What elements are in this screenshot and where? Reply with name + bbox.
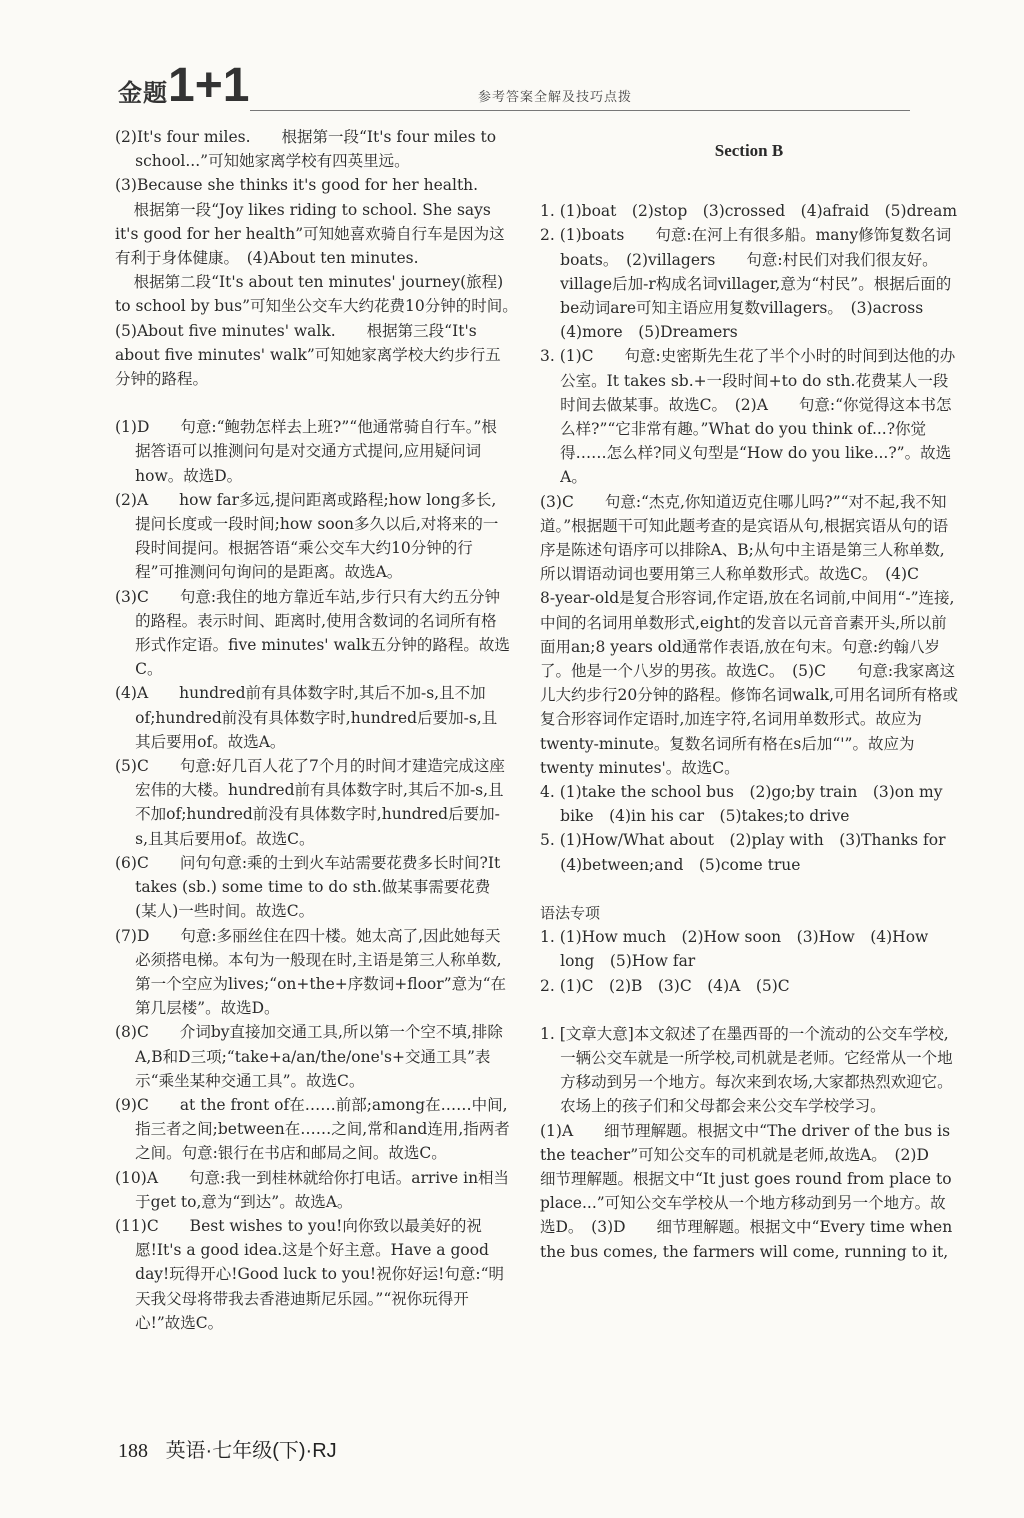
answer-paragraph: (4)A hundred前有具体数字时,其后不加-s,且不加of;hundred前没有具体数字时,hundred后要加-s,且其后要用of。故选A。 bbox=[115, 684, 498, 751]
answer-paragraph: (9)C at the front of在……前部;among在……中间,指三者之间;between在……之间,常和and连用,指两者之间。句意:银行在书店和邮局之间。故选C。 bbox=[115, 1095, 510, 1163]
answer-paragraph: (3)C 句意:我住的地方靠近车站,步行只有大约五分钟的路程。表示时间、距离时,使用含数词的名词所有格形式作定语。five minutes' walk五分钟的路程。故选C。 bbox=[115, 587, 510, 679]
section-label-placeholder bbox=[115, 391, 511, 415]
book-info: 英语·七年级(下)·RJ bbox=[165, 1440, 337, 1462]
section-label-placeholder bbox=[540, 998, 958, 1022]
section-label-placeholder bbox=[540, 175, 958, 199]
logo bbox=[118, 59, 250, 112]
grammar-heading: 语法专项 bbox=[540, 903, 601, 922]
answer-paragraph: (10)A 句意:我一到桂林就给你打电话。arrive in相当于get to,意为“到达”。故选A。 bbox=[115, 1168, 510, 1211]
logo-text: 金题 bbox=[118, 79, 168, 107]
answer-paragraph: (3)Because she thinks it's good for her health. bbox=[115, 176, 479, 195]
page-footer bbox=[118, 1434, 337, 1463]
section-label-placeholder bbox=[540, 877, 958, 901]
answer-paragraph: (7)D 句意:多丽丝住在四十楼。她太高了,因此她每天必须搭电梯。本句为一般现在时,主语是第三人称单数,第一个空应为lives;“on+the+序数词+floor”意为“在第几层楼”。故选D。 bbox=[115, 926, 507, 1018]
section-title: Section B bbox=[714, 141, 784, 160]
header-subtitle: 参考答案全解及技巧点拨 bbox=[478, 90, 633, 105]
answer-paragraph: (6)C 问句句意:乘的士到火车站需要花费多长时间?It takes (sb.) some time to do sth.做某事需要花费(某人)一些时间。故选C。 bbox=[115, 853, 501, 921]
answer-paragraph: 1. (1)How much (2)How soon (3)How (4)How long (5)How far bbox=[540, 928, 929, 971]
answer-paragraph: 1. (1)boat (2)stop (3)crossed (4)afraid (5)dream bbox=[540, 202, 958, 221]
answer-paragraph: (3)C 句意:“杰克,你知道迈克住哪儿吗?”“对不起,我不知道。”根据题干可知此题考查的是宾语从句,根据宾语从句的语序是陈述句语序可以排除A、B;从句中主语是第三人称单数,所以谓语动词也要用第三人称单数形式。故选C。 (4)C 8-year-old是复合形容词,作定语,放在名词前,中间用“-”连接,中间的名词用单数形式,eight的发音以元音音素开头,所以前面用an;8 years old通常作表语,放在句末。句意:约翰八岁了。他是一个八岁的男孩。故选C。 (5)C 句意:我家离这儿大约步行20分钟的路程。修饰名词walk,可用名词所有格或复合形容词作定语时,加连字符,名词用单数形式。故应为twenty-minute。复数名词所有格在s后加“'”。故应为twenty minutes'。故选C。 bbox=[540, 492, 959, 777]
answer-paragraph: 2. (1)C (2)B (3)C (4)A (5)C bbox=[540, 976, 790, 995]
answer-paragraph: 根据第一段“Joy likes riding to school. She says it's good for her health”可知她喜欢骑自行车是因为这有利于身体健康。 (4)About ten minutes. bbox=[115, 200, 505, 268]
header-rule bbox=[250, 110, 910, 111]
answer-paragraph: (2)A how far多远,提问距离或路程;how long多长,提问长度或一段时间;how soon多久以后,对将来的一段时间提问。根据答语“乘公交车大约10分钟的行程”可推测问句询问的是距离。故选A。 bbox=[115, 490, 499, 582]
answer-paragraph: (2)It's four miles. 根据第一段“It's four miles to school...”可知她家离学校有四英里远。 bbox=[115, 128, 497, 171]
answer-paragraph: 4. (1)take the school bus (2)go;by train (3)on my bike (4)in his car (5)takes;to drive bbox=[540, 783, 943, 826]
page-header bbox=[0, 0, 1024, 120]
answer-paragraph: 根据第二段“It's about ten minutes' journey(旅程) to school by bus”可知坐公交车大约花费10分钟的时间。 (5)About five minutes' walk. 根据第三段“It's about five minutes' walk”可知她家离学校大约步行五分钟的路程。 bbox=[115, 273, 526, 389]
page-number: 188 bbox=[118, 1440, 148, 1462]
answer-paragraph: 5. (1)How/What about (2)play with (3)Thanks for (4)between;and (5)come true bbox=[540, 831, 961, 874]
answer-paragraph: (11)C Best wishes to you!向你致以最美好的祝愿!It's a good idea.这是个好主意。Have a good day!玩得开心!Good luck to you!祝你好运!句意:“明天我父母将带我去香港迪斯尼乐园。”“祝你玩得开心!”故选C。 bbox=[115, 1216, 505, 1332]
answer-paragraph: (8)C 介词by直接加交通工具,所以第一个空不填,排除A,B和D三项;“take+a/an/the/one's+交通工具”表示“乘坐某种交通工具”。故选C。 bbox=[115, 1023, 503, 1090]
answer-paragraph: (1)A 细节理解题。根据文中“The driver of the bus is the teacher”可知公交车的司机就是老师,故选A。 (2)D 细节理解题。根据文中“It just goes round from place to place...”可知公交车学校从一个地方移动到另一个地方。故选D。 (3)D 细节理解题。根据文中“Every time when the bus comes, the farmers will come, running to it, bbox=[540, 1121, 960, 1261]
answer-paragraph: 2. (1)boats 句意:在河上有很多船。many修饰复数名词boats。 (2)villagers 句意:村民们对我们很友好。village后加-r构成名词villager,意为“村民”。根据后面的be动词are可知主语应用复数villagers。 (3)across (4)more (5)Dreamers bbox=[540, 226, 952, 342]
right-column bbox=[540, 125, 961, 1264]
answer-paragraph: 3. (1)C 句意:史密斯先生花了半个小时的时间到达他的办公室。It takes sb.+一段时间+to do sth.花费某人一段时间去做某事。故选C。 (2)A 句意:“你觉得这本书怎么样?”“它非常有趣。”What do you think of...?你觉得……怎么样?同义句型是“How do you like...?”。故选A。 bbox=[540, 347, 956, 487]
answer-paragraph: 1. [文章大意]本文叙述了在墨西哥的一个流动的公交车学校,一辆公交车就是一所学校,司机就是老师。它经常从一个地方移动到另一个地方。每次来到农场,大家都热烈欢迎它。农场上的孩子们和父母都会来公交车学校学习。 bbox=[540, 1024, 953, 1116]
left-column bbox=[115, 125, 526, 1335]
logo-number: 1+1 bbox=[168, 59, 250, 112]
answer-paragraph: (5)C 句意:好几百人花了7个月的时间才建造完成这座宏伟的大楼。hundred前有具体数字时,其后不加-s,且不加of;hundred前没有具体数字时,hundred后要加-s,且其后要用of。故选C。 bbox=[115, 757, 505, 848]
answer-paragraph: (1)D 句意:“鲍勃怎样去上班?”“他通常骑自行车。”根据答语可以推测问句是对交通方式提问,应用疑问词how。故选D。 bbox=[115, 418, 497, 485]
